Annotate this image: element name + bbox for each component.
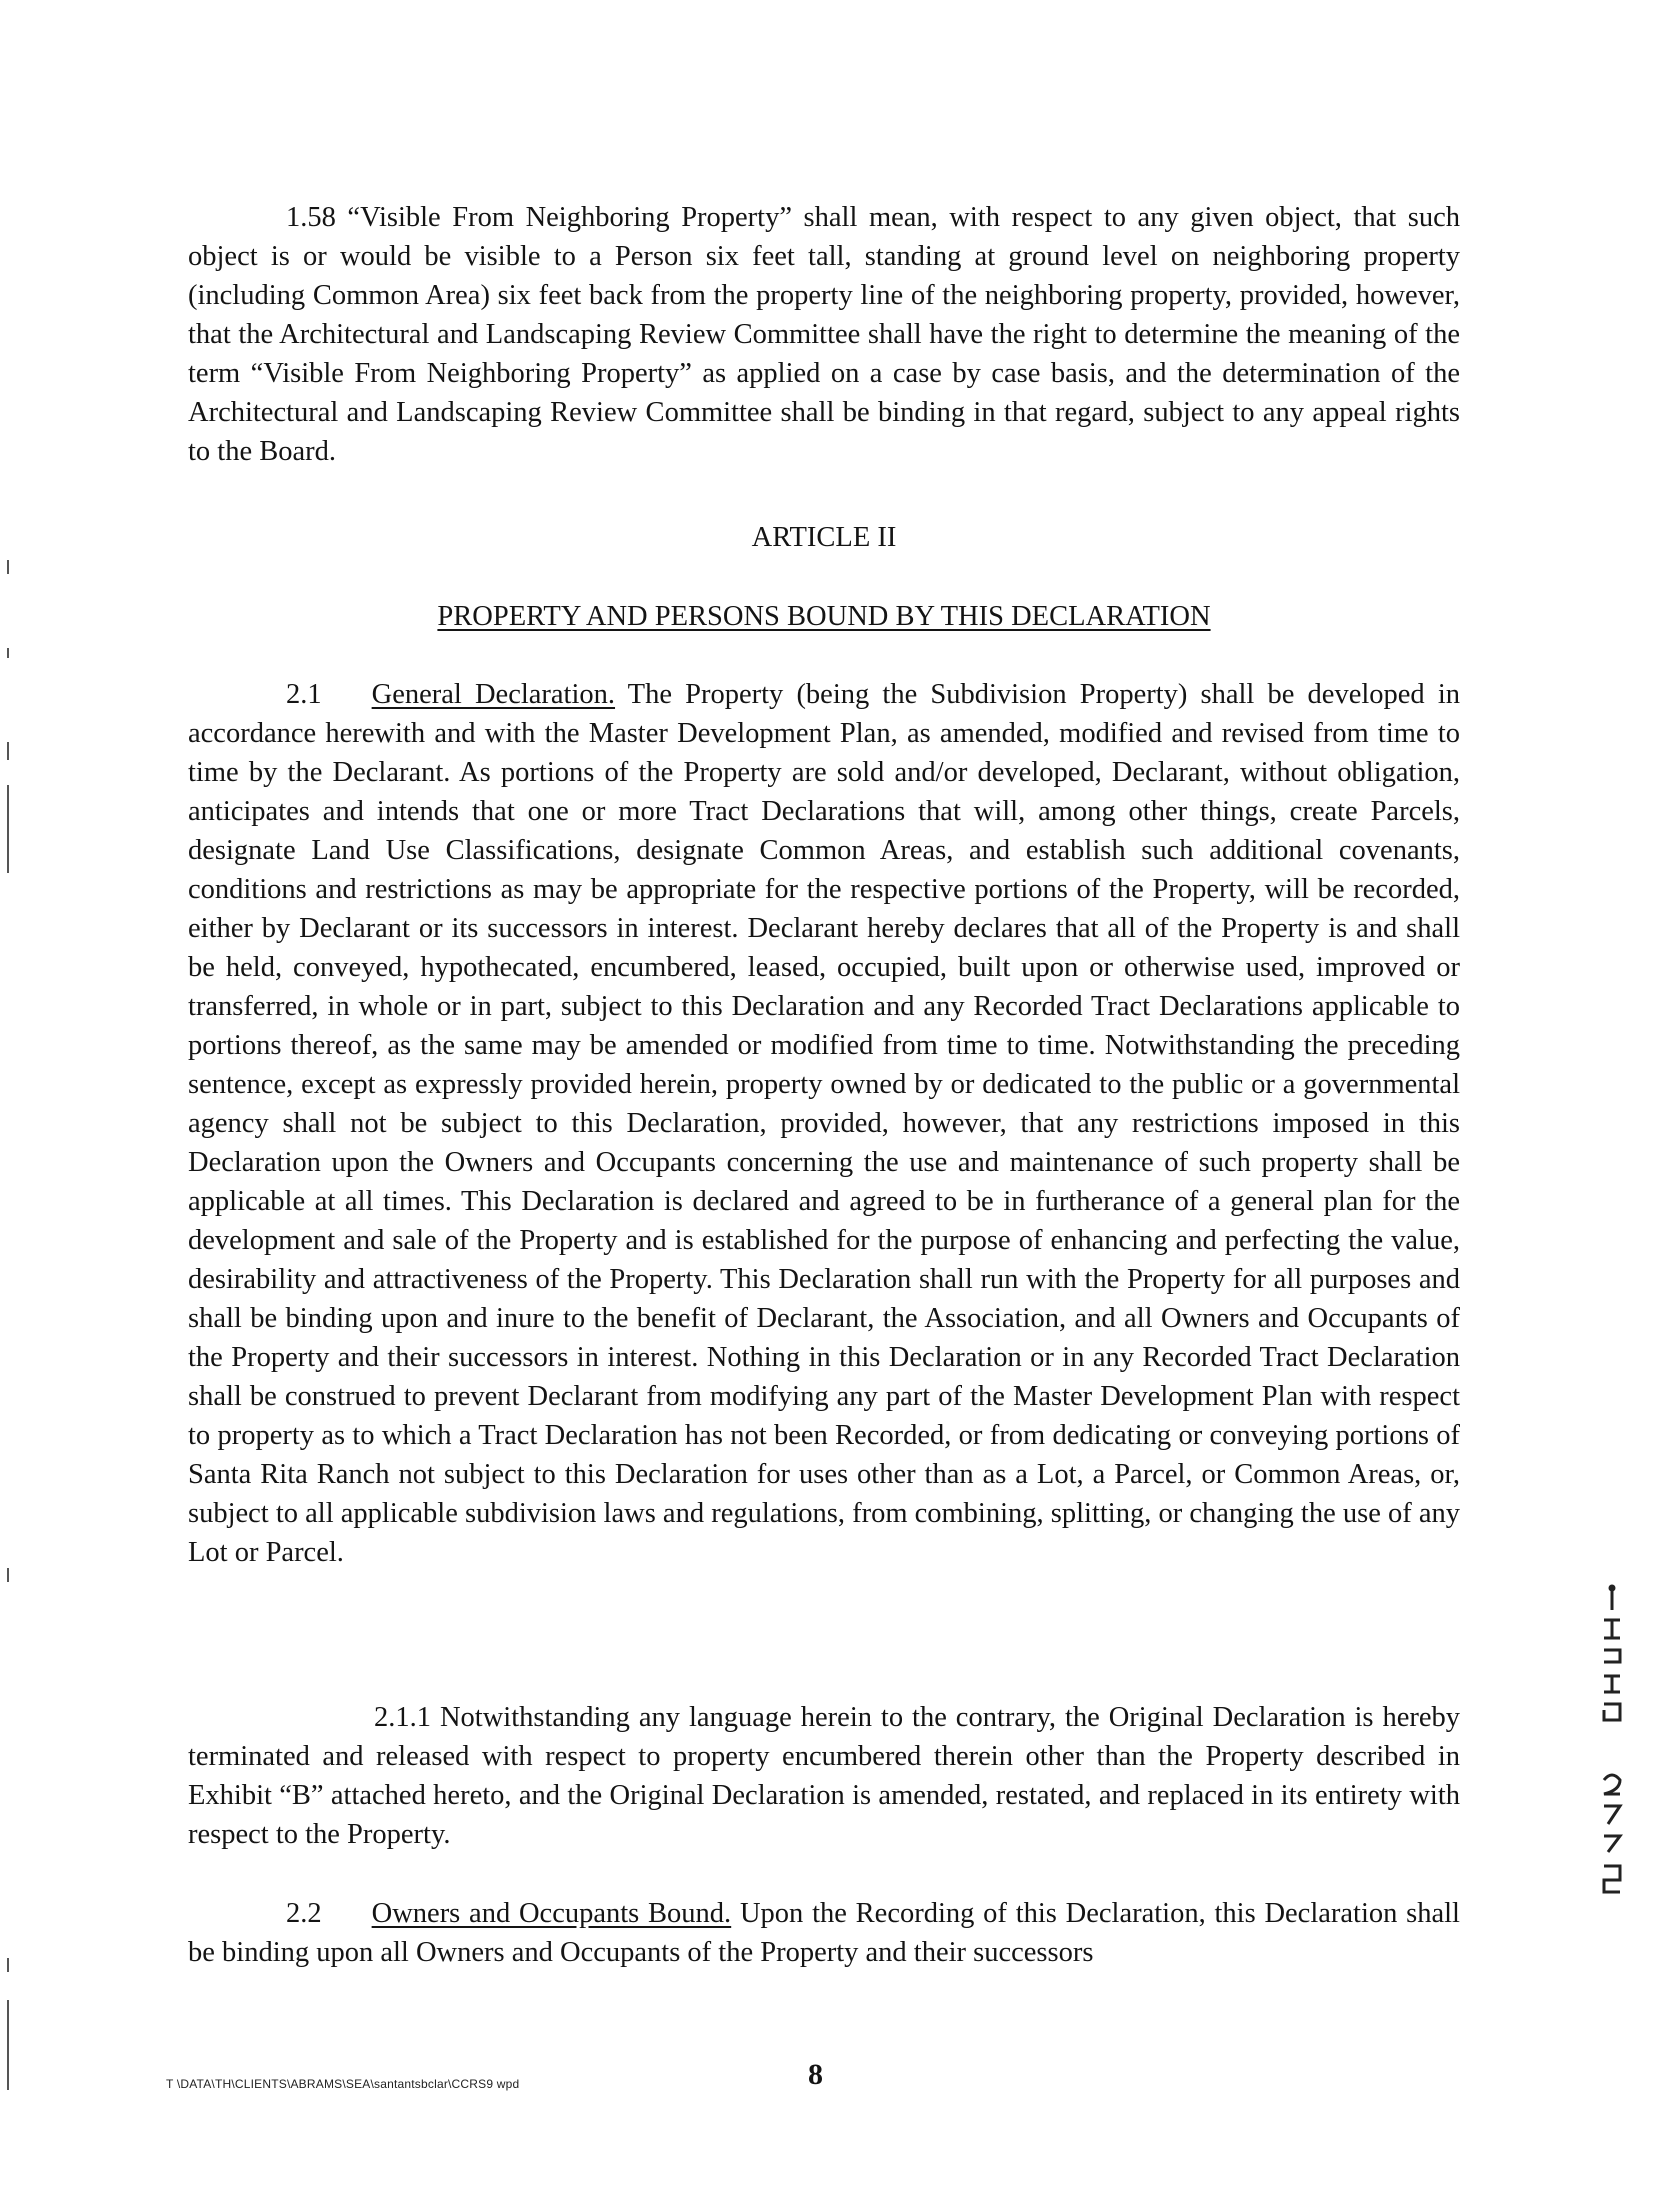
- paragraph-1-58: 1.58 “Visible From Neighboring Property” shall mean, with respect to any given object, that such object is or would be visible to a Person six feet tall, standing at ground level on neighboring property (including Common Area) six feet back from the property line of the neighboring property, provided, however, that the Architectural and Landscaping Review Committee shall have the right to determine the meaning of the term “Visible From Neighboring Property” as applied on a case by case basis, and the determination of the Architectural and Landscaping Review Committee shall be binding in that regard, subject to any appeal rights to the Board.: [188, 202, 1460, 467]
- paragraph-2-1-1: 2.1.1 Notwithstanding any language herein to the contrary, the Original Declaration is hereby terminated and released with respect to property encumbered therein other than the Property described in Exhibit “B” attached hereto, and the Original Declaration is amended, restated, and replaced in its entirety with respect to the Property.: [188, 1702, 1460, 1850]
- scan-mark: [7, 1958, 9, 1972]
- section-body-2-1: The Property (being the Subdivision Property) shall be developed in accordance herewith and with the Master Development Plan, as amended, modified and revised from time to time by the Declarant. As portions of the Property are sold and/or developed, Declarant, without obligation, anticipates and intends that one or more Tract Declarations that will, among other things, create Parcels, designate Land Use Classifications, designate Common Areas, and establish such additional covenants, conditions and restrictions as may be appropriate for the respective portions of the Property, will be recorded, either by Declarant or its successors in interest. Declarant hereby declares that all of the Property is and shall be held, conveyed, hypothecated, encumbered, leased, occupied, built upon or otherwise used, improved or transferred, in whole or in part, subject to this Declaration and any Recorded Tract Declarations applicable to portions thereof, as the same may be amended or modified from time to time. Notwithstanding the preceding sentence, except as expressly provided herein, property owned by or dedicated to the public or a governmental agency shall not be subject to this Declaration, provided, however, that any restrictions imposed in this Declaration upon the Owners and Occupants concerning the use and maintenance of such property shall be applicable at all times. This Declaration is declared and agreed to be in furtherance of a general plan for the development and sale of the Property and is established for the purpose of enhancing and perfecting the value, desirability and attractiveness of the Property. This Declaration shall run with the Property for all purposes and shall be binding upon and inure to the benefit of Declarant, the Association, and all Owners and Occupants of the Property and their successors in interest. Nothing in this Declaration or in any Recorded Tract Declaration shall be construed to prevent Declarant from modifying any part of the Master Development Plan with respect to property as to which a Tract Declaration has not been Recorded, or from dedicating or conveying portions of Santa Rita Ranch not subject to this Declaration for uses other than as a Lot, a Parcel, or Common Areas, or, subject to all applicable subdivision laws and regulations, from combining, splitting, or changing the use of any Lot or Parcel.: [188, 679, 1460, 1568]
- paragraph-2-2: [188, 1894, 1460, 1972]
- recording-stamp-graphic: [1582, 1580, 1642, 1900]
- scan-mark: [7, 1568, 9, 1582]
- section-number-2-2: 2.2: [286, 1898, 322, 1929]
- footer-file-path: T \DATA\TH\CLIENTS\ABRAMS\SEA\santantsbclar\CCRS9 wpd: [166, 2077, 520, 2091]
- scan-mark: [7, 560, 9, 574]
- page-number: 8: [808, 2058, 823, 2091]
- section-heading-general-declaration: General Declaration.: [371, 679, 616, 710]
- scan-mark: [7, 2000, 9, 2090]
- article-title: [188, 597, 1460, 636]
- section-number-2-1: 2.1: [286, 679, 322, 710]
- scan-mark: [7, 785, 9, 873]
- article-heading: ARTICLE II: [751, 522, 897, 553]
- article-title-text: PROPERTY AND PERSONS BOUND BY THIS DECLARATION: [437, 601, 1211, 632]
- paragraph-2-1: [188, 675, 1460, 1572]
- scan-mark: [7, 648, 9, 658]
- section-body-2-2: Upon the Recording of this Declaration, this Declaration shall be binding upon all Owners and Occupants of the Property and their successors: [188, 1898, 1460, 1968]
- section-heading-owners-occupants-bound: Owners and Occupants Bound.: [371, 1898, 732, 1929]
- scan-mark: [7, 742, 9, 760]
